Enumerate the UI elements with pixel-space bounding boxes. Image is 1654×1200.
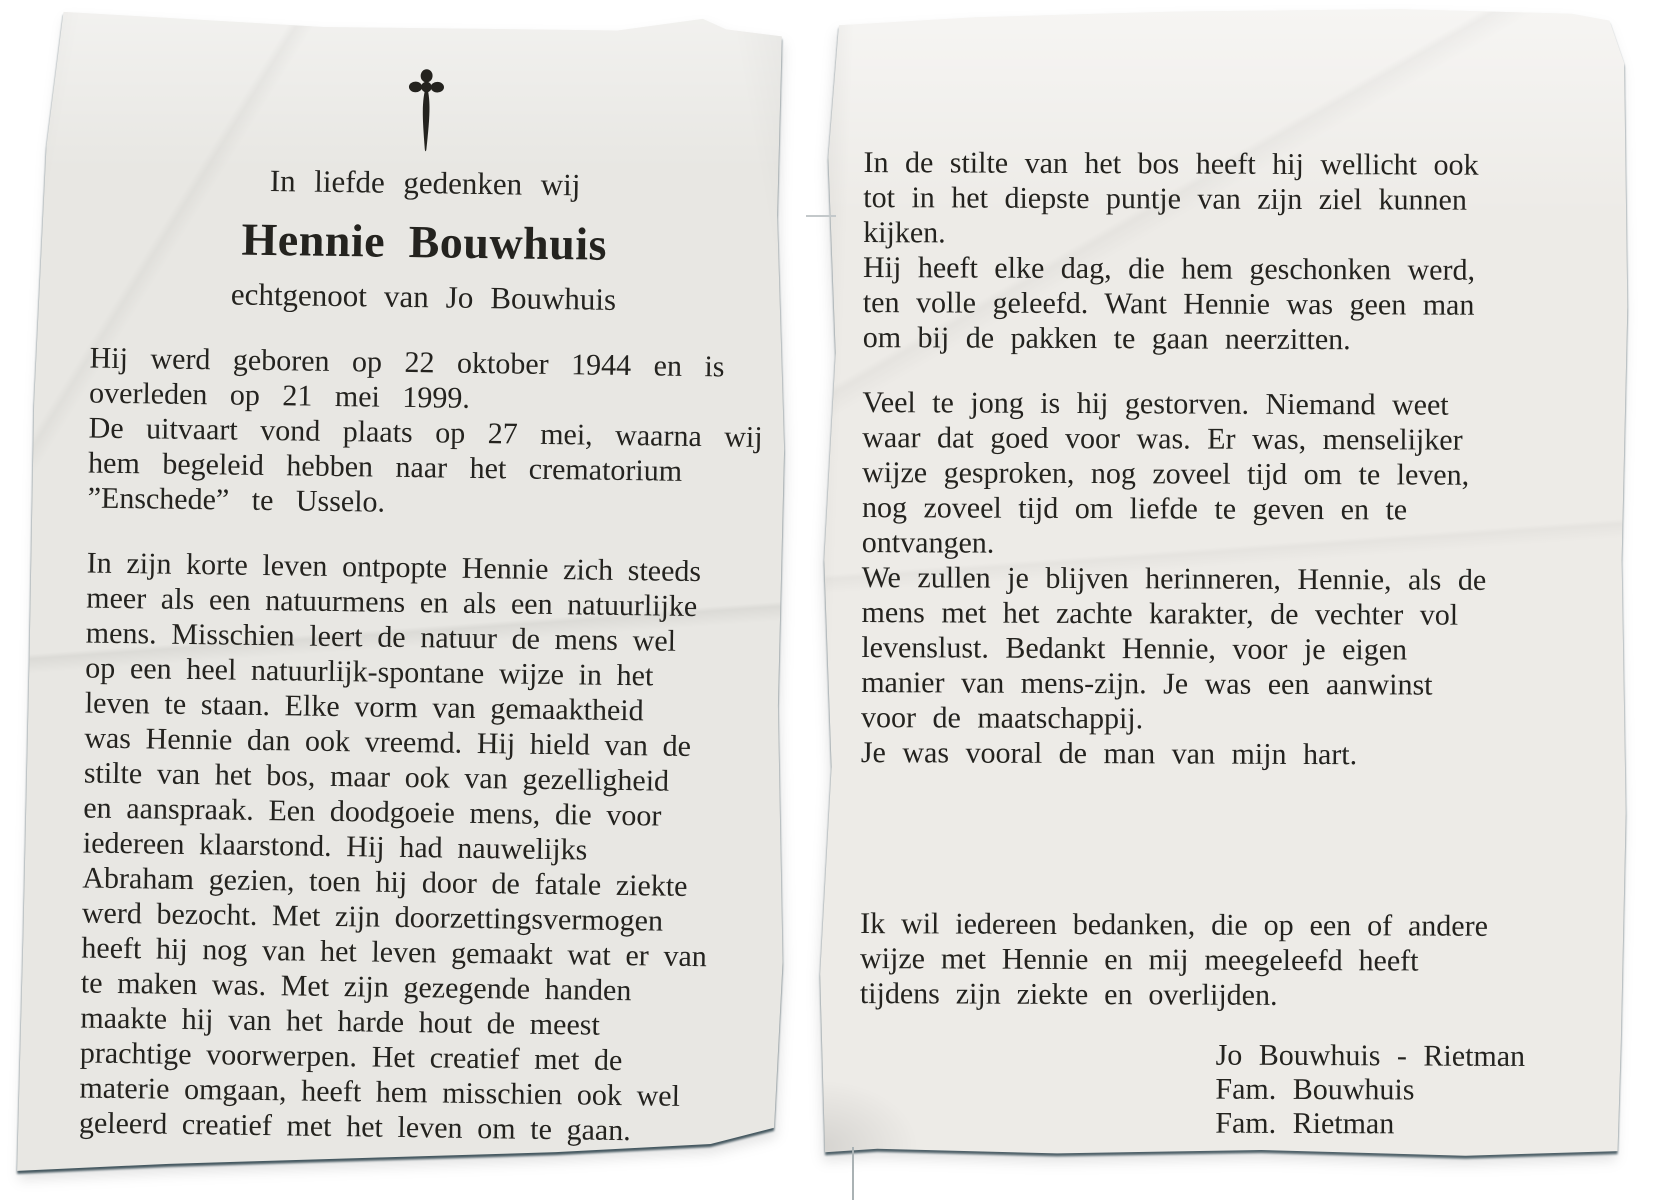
paragraph-forest	[863, 145, 1530, 358]
text-line: geleerd creatief met het leven om te gaan.	[78, 1106, 631, 1148]
text-line: Fam. Rietman	[1215, 1106, 1395, 1141]
text-line: heeft hij nog van het leven gemaakt wat er van	[81, 931, 708, 974]
text-line: Ik wil iedereen bedanken, die op een of andere	[860, 907, 1489, 943]
text-line: werd bezocht. Met zijn doorzettingsvermogen	[81, 896, 664, 938]
text-line: ontvangen.	[861, 526, 995, 560]
paragraph-dates	[87, 341, 763, 525]
text-line: op een heel natuurlijk-spontane wijze in het	[85, 651, 654, 693]
text-line: nog zoveel tijd om liefde te geven en te	[861, 491, 1408, 527]
text-line: voor de maatschappij.	[861, 701, 1144, 736]
text-line: stilte van het bos, maar ook van gezelligheid	[83, 756, 670, 798]
text-line: kijken.	[863, 216, 946, 250]
text-line: overleden op 21 mei 1999.	[88, 376, 471, 415]
text-line: Je was vooral de man van mijn hart.	[860, 736, 1358, 772]
text-line: wijze gesproken, nog zoveel tijd om te leven,	[862, 456, 1470, 492]
text-line: ten volle geleefd. Want Hennie was geen man	[862, 286, 1475, 322]
text-line: om bij de pakken te gaan neerzitten.	[862, 321, 1351, 357]
text-line: waar dat goed voor was. Er was, menselijker	[862, 421, 1463, 457]
text-line: Fam. Bouwhuis	[1215, 1072, 1415, 1107]
text-line: mens met het zachte karakter, de vechter vol	[861, 596, 1459, 632]
text-line: mens. Misschien leert de natuur de mens wel	[85, 616, 677, 658]
paragraph-memory	[861, 385, 1529, 773]
text-line: Jo Bouwhuis - Rietman	[1215, 1038, 1526, 1073]
text-line: Abraham gezien, toen hij door de fatale ziekte	[82, 861, 688, 903]
paragraph-thanks	[860, 906, 1526, 1014]
text-line: prachtige voorwerpen. Het creatief met de	[79, 1036, 623, 1078]
memorial-intro: In liefde gedenken wij	[269, 163, 581, 203]
text-line: en aanspraak. Een doodgoeie mens, die voor	[83, 791, 662, 833]
scan-artifact-scratch	[806, 215, 836, 217]
text-line: We zullen je blijven herinneren, Hennie, als de	[861, 561, 1487, 597]
text-line: meer als een natuurmens en als een natuurlijke	[86, 581, 698, 624]
text-line: De uitvaart vond plaats op 27 mei, waarna wij	[88, 411, 763, 454]
text-line: te maken was. Met zijn gezegende handen	[80, 966, 632, 1008]
text-line: Veel te jong is hij gestorven. Niemand weet	[862, 386, 1449, 422]
signature-block	[859, 1037, 1526, 1142]
text-line: tijdens zijn ziekte en overlijden.	[859, 977, 1278, 1012]
memorial-card-front	[14, 6, 788, 1172]
text-line: tot in het diepste puntje van zijn ziel kunnen	[863, 181, 1467, 217]
memorial-card-back	[812, 8, 1629, 1158]
spouse-line: echtgenoot van Jo Bouwhuis	[230, 276, 617, 317]
text-line: manier van mens-zijn. Je was een aanwinst	[861, 666, 1433, 702]
text-line: iedereen klaarstond. Hij had nauwelijks	[82, 826, 588, 867]
text-line: ”Enschede” te Usselo.	[87, 481, 386, 519]
text-line: hem begeleid hebben naar het crematorium	[87, 446, 683, 488]
left-page-content	[0, 5, 763, 1181]
memorial-cross-icon	[92, 63, 759, 168]
text-line: Hij werd geboren op 22 oktober 1944 en is	[89, 341, 725, 384]
text-line: Hij heeft elke dag, die hem geschonken werd,	[862, 251, 1476, 287]
text-line: was Hennie dan ook vreemd. Hij hield van de	[84, 721, 692, 763]
deceased-name: Hennie Bouwhuis	[241, 213, 608, 270]
text-line: In zijn korte leven ontpopte Hennie zich steeds	[86, 546, 702, 589]
text-line: In de stilte van het bos heeft hij wellicht ook	[863, 146, 1479, 182]
text-line: levenslust. Bedankt Hennie, voor je eigen	[861, 631, 1408, 667]
text-line: maakte hij van het harde hout de meest	[80, 1001, 601, 1042]
paragraph-life	[79, 546, 753, 1150]
right-page-content	[807, 8, 1524, 1161]
text-line: wijze met Hennie en mij meegeleefd heeft	[859, 942, 1419, 978]
scan-artifact-vertical-line	[852, 1147, 854, 1200]
text-line: materie omgaan, heeft hem misschien ook wel	[79, 1071, 681, 1113]
text-line: leven te staan. Elke vorm van gemaaktheid	[84, 686, 644, 728]
